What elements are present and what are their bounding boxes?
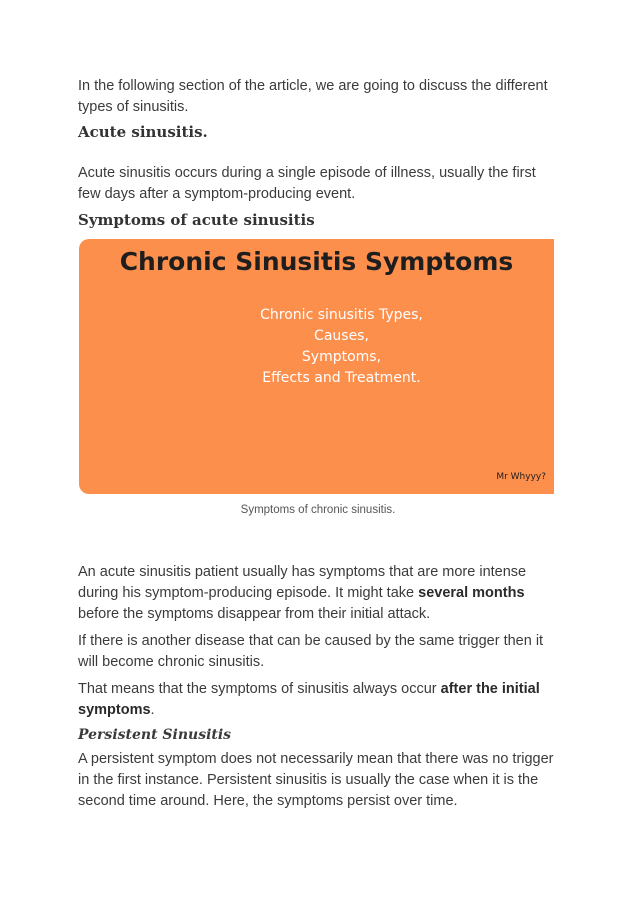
- acute-sinusitis-paragraph: Acute sinusitis occurs during a single episode of illness, usually the first few days after a symptom-producing event.: [78, 165, 536, 202]
- paragraph-symptoms-occur: [78, 679, 558, 721]
- chronic-sinusitis-banner-image: [79, 239, 554, 494]
- banner-subtitle-line: Chronic sinusitis Types,: [260, 307, 423, 323]
- paragraph-text: before the symptoms disappear from their initial attack.: [78, 606, 431, 622]
- article-body: [78, 76, 558, 812]
- paragraph-text: .: [150, 702, 155, 718]
- banner-subtitle-line: Symptoms,: [301, 349, 382, 365]
- paragraph-chronic-trigger: If there is another disease that can be caused by the same trigger then it will become chronic sinusitis.: [78, 633, 544, 670]
- banner-subtitle: [239, 305, 444, 389]
- intro-paragraph: In the following section of the article, we are going to discuss the different types of sinusitis.: [78, 78, 548, 115]
- banner-subtitle-line: Causes,: [314, 328, 369, 344]
- paragraph-text: That means that the symptoms of sinusitis always occur: [78, 681, 441, 697]
- acute-sinusitis-heading: Acute sinusitis.: [78, 123, 208, 141]
- bold-text: several months: [418, 585, 525, 601]
- banner-title: Chronic Sinusitis Symptoms: [119, 247, 514, 276]
- persistent-sinusitis-heading: Persistent Sinusitis: [78, 727, 232, 743]
- paragraph-acute-patient: [78, 562, 558, 625]
- symptoms-acute-heading: Symptoms of acute sinusitis: [78, 211, 315, 229]
- banner-credit: Mr Whyyy?: [496, 472, 546, 482]
- paragraph-text: An acute sinusitis patient usually has symptoms that are more intense during his symptom-producing episode. It might take: [78, 564, 527, 601]
- banner-subtitle-line: Effects and Treatment.: [262, 370, 421, 386]
- persistent-sinusitis-paragraph: A persistent symptom does not necessarily mean that there was no trigger in the first instance. Persistent sinusitis is usually the case when it is the second time around. Here, the symptoms persist over time.: [78, 751, 554, 809]
- image-caption: Symptoms of chronic sinusitis.: [240, 504, 396, 516]
- bold-text: after the initial symptoms: [78, 681, 540, 718]
